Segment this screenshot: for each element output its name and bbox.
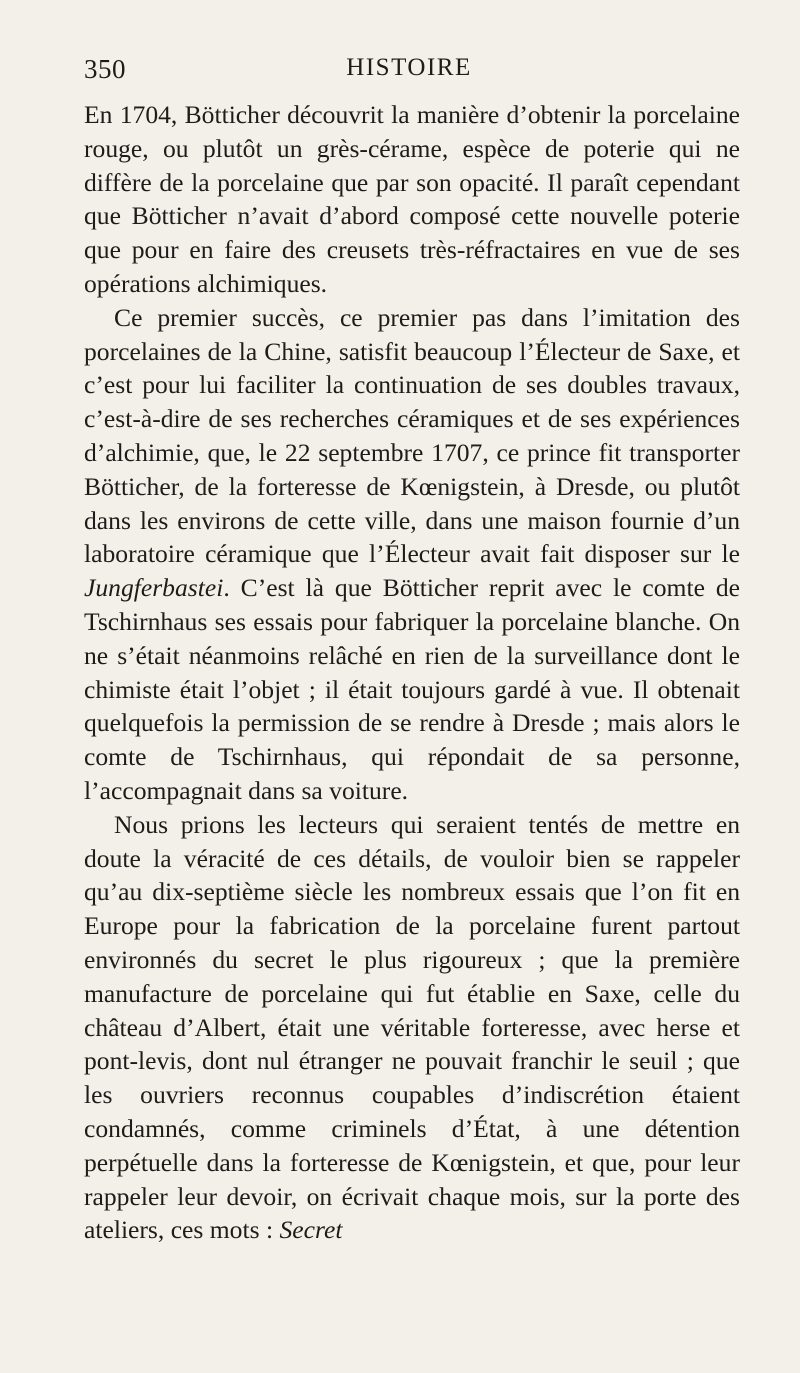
paragraph-1: [84, 98, 740, 301]
paragraph-3: [84, 808, 740, 1247]
italic-word-secret: Secret: [279, 1215, 343, 1245]
page-number: 350: [84, 54, 126, 84]
body-text: [84, 98, 740, 1247]
running-head: [84, 54, 734, 94]
paragraph-3-text: Nous prions les lecteurs qui seraient tentés de mettre en doute la véracité de ces détails, de vouloir bien se rappeler qu’au dix-septième siècle les nombreux essais que l’on fit en Europe pour la fabrication de la porcelaine furent partout environnés du secret le plus rigoureux ; que la première manufacture de porcelaine qui fut établie en Saxe, celle du château d’Albert, était une véritable forteresse, avec herse et pont-levis, dont nul étranger ne pouvait franchir le seuil ; que les ouvriers reconnus coupables d’indiscrétion étaient condamnés, comme criminels d’État, à une détention perpétuelle dans la forteresse de Kœnigstein, et que, pour leur rappeler leur devoir, on écrivait chaque mois, sur la porte des ateliers, ces mots :: [84, 809, 740, 1245]
paragraph-1-text: En 1704, Bötticher découvrit la manière d’obtenir la porcelaine rouge, ou plutôt un grès-cérame, espèce de poterie qui ne diffère de la porcelaine que par son opacité. Il paraît cependant que Bötticher n’avait d’abord composé cette nouvelle poterie que pour en faire des creusets très-réfractaires en vue de ses opérations alchimiques.: [84, 100, 740, 298]
paragraph-2-text-a: Ce premier succès, ce premier pas dans l’imitation des porcelaines de la Chine, satisfit beaucoup l’Électeur de Saxe, et c’est pour lui faciliter la continuation de ses doubles travaux, c’est-à-dire de ses recherches céramiques et de ses expériences d’alchimie, que, le 22 septembre 1707, ce prince fit transporter Bötticher, de la forteresse de Kœnigstein, à Dresde, ou plutôt dans les environs de cette ville, dans une maison fournie d’un laboratoire céramique que l’Électeur avait fait disposer sur le: [84, 302, 740, 569]
italic-term-jungferbastei: Jungferbastei: [84, 573, 224, 603]
paragraph-2: [84, 301, 740, 808]
running-title: HISTOIRE: [346, 54, 472, 81]
paragraph-2-text-b: . C’est là que Bötticher reprit avec le comte de Tschirnhaus ses essais pour fabriquer la porcelaine blanche. On ne s’était néanmoins relâché en rien de la surveillance dont le chimiste était l’objet ; il était toujours gardé à vue. Il obtenait quelquefois la permission de se rendre à Dresde ; mais alors le comte de Tschirnhaus, qui répondait de sa personne, l’accompagnait dans sa voiture.: [84, 573, 740, 805]
